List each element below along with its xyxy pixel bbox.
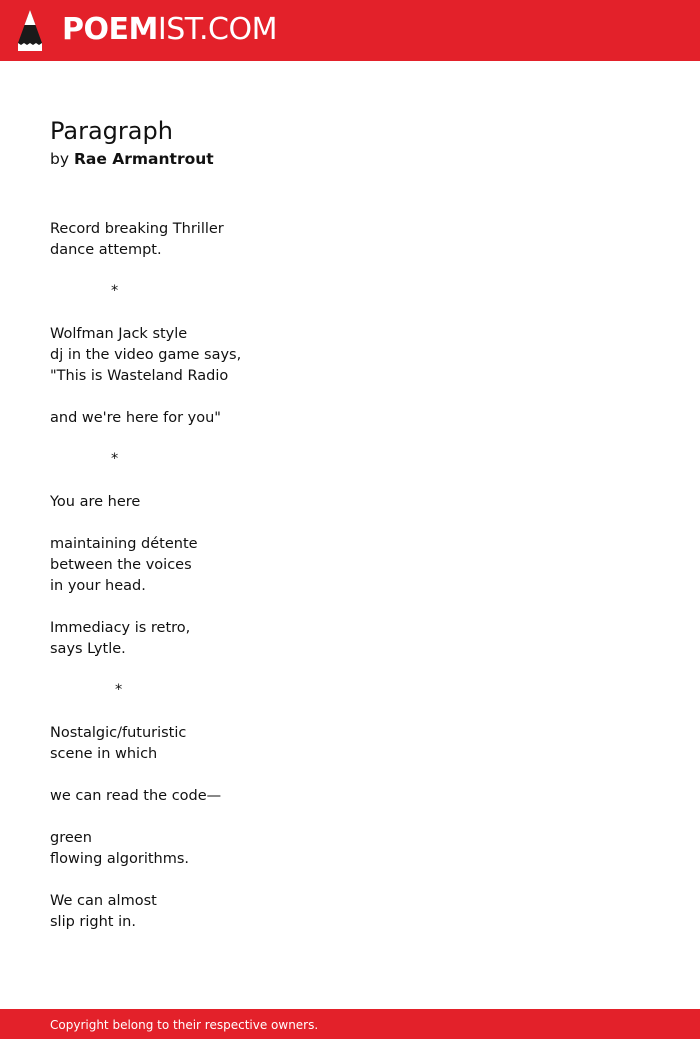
poem-line: maintaining détente [50,536,198,552]
brand-bold: POEM [62,12,158,47]
brand-light: IST.COM [157,12,277,47]
pencil-tip-icon[interactable] [17,9,43,52]
site-logo-link[interactable] [62,11,277,49]
poem-line: Nostalgic/futuristic [50,725,187,741]
site-footer [0,1009,700,1039]
section-divider: * [111,283,119,299]
poem-line: in your head. [50,578,146,594]
poem-line: between the voices [50,557,192,573]
copyright-notice: Copyright belong to their respective owners. [50,1018,319,1032]
poem-line: slip right in. [50,914,136,930]
poem-line: scene in which [50,746,158,762]
poem-line: Record breaking Thriller [50,221,224,237]
by-label: by [50,150,70,168]
author-name: Rae Armantrout [73,150,214,168]
poem-line: You are here [50,494,141,510]
site-header [0,0,700,61]
poem-line: dj in the video game says, [50,347,242,363]
poem-title: Paragraph [50,117,173,145]
poem-line: Immediacy is retro, [50,620,191,636]
poem-line: dance attempt. [50,242,162,258]
poem-line: green [50,830,92,846]
poem-line: Wolfman Jack style [50,326,188,342]
poem-line: and we're here for you" [50,410,221,426]
poem-line: says Lytle. [50,641,126,657]
section-divider: * [111,451,119,467]
section-divider: * [115,682,123,698]
byline [50,148,214,170]
poem-line: flowing algorithms. [50,851,190,867]
poem-line: we can read the code— [50,788,222,804]
poem-line: "This is Wasteland Radio [50,368,229,384]
poem-line: We can almost [50,893,157,909]
